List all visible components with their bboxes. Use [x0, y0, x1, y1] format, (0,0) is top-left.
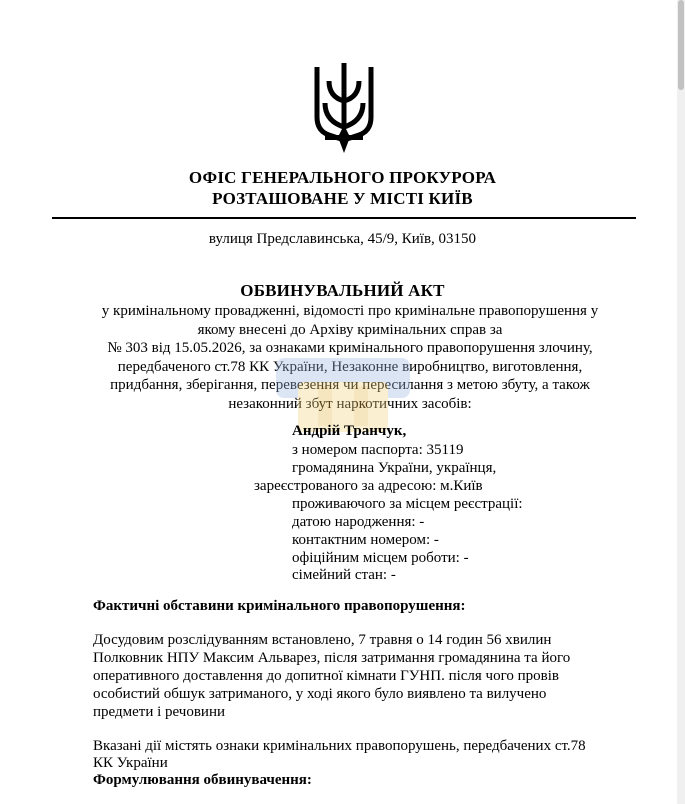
conclusion-line: Вказані дії містять ознаки кримінальних правопорушень, передбачених ст.78 [93, 738, 586, 754]
person-family: сімейний стан: - [292, 567, 396, 583]
intro-line: незаконний збут наркотичних засобів: [228, 395, 472, 412]
document-title: ОБВИНУВАЛЬНИЙ АКТ [240, 281, 445, 300]
person-birth-date: датою народження: - [292, 514, 425, 530]
vertical-scrollbar[interactable] [677, 0, 685, 804]
intro-paragraph [90, 302, 610, 413]
intro-line: № 303 від 15.05.2026, за ознаками кримінального правопорушення злочину, [107, 340, 593, 356]
org-title-line2: РОЗТАШОВАНЕ У МІСТІ КИЇВ [212, 189, 473, 208]
facts-line: Досудовим розслідуванням встановлено, 7 травня о 14 годин 56 хвилин [93, 632, 552, 648]
facts-line: оперативного доставлення до допитної кімнати ГУНП. після чого провів [93, 668, 559, 684]
intro-line: передбаченого ст.78 КК України, Незаконне виробництво, виготовлення, [117, 358, 583, 375]
intro-line: якому внесені до Архіву кримінальних справ за [197, 321, 503, 338]
person-name: Андрій Транчук, [292, 423, 407, 439]
office-address: вулиця Предславинська, 45/9, Київ, 03150 [208, 231, 477, 247]
conclusion-line: КК України [93, 755, 168, 771]
facts-heading: Фактичні обставини кримінального правопорушення: [93, 598, 466, 614]
facts-line: предмети і речовини [93, 704, 226, 720]
person-passport: з номером паспорта: 35119 [292, 442, 464, 458]
intro-line: у кримінальному провадженні, відомості про кримінальне правопорушення у [101, 303, 599, 319]
intro-line: придбання, зберігання, перевезення чи пересилання з метою збуту, а також [110, 377, 590, 393]
person-citizenship: громадянина України, українця, [292, 460, 497, 476]
person-registered: зареєстрованого за адресою: м.Київ [254, 478, 483, 494]
charge-heading: Формулювання обвинувачення: [93, 772, 312, 788]
person-phone: контактним номером: - [292, 532, 439, 548]
facts-line: Полковник НПУ Максим Альварез, після затримання громадянина та його [93, 650, 571, 666]
header-divider [52, 217, 636, 219]
person-workplace: офіційним місцем роботи: - [292, 550, 469, 566]
org-title-line1: ОФІС ГЕНЕРАЛЬНОГО ПРОКУРОРА [188, 168, 497, 187]
scrollbar-thumb[interactable] [678, 0, 684, 90]
trident-emblem-icon [311, 61, 377, 155]
person-residing: проживаючого за місцем реєстрації: [292, 496, 523, 512]
facts-line: особистий обшук затриманого, у ході якого було виявлено та вилучено [93, 686, 547, 702]
